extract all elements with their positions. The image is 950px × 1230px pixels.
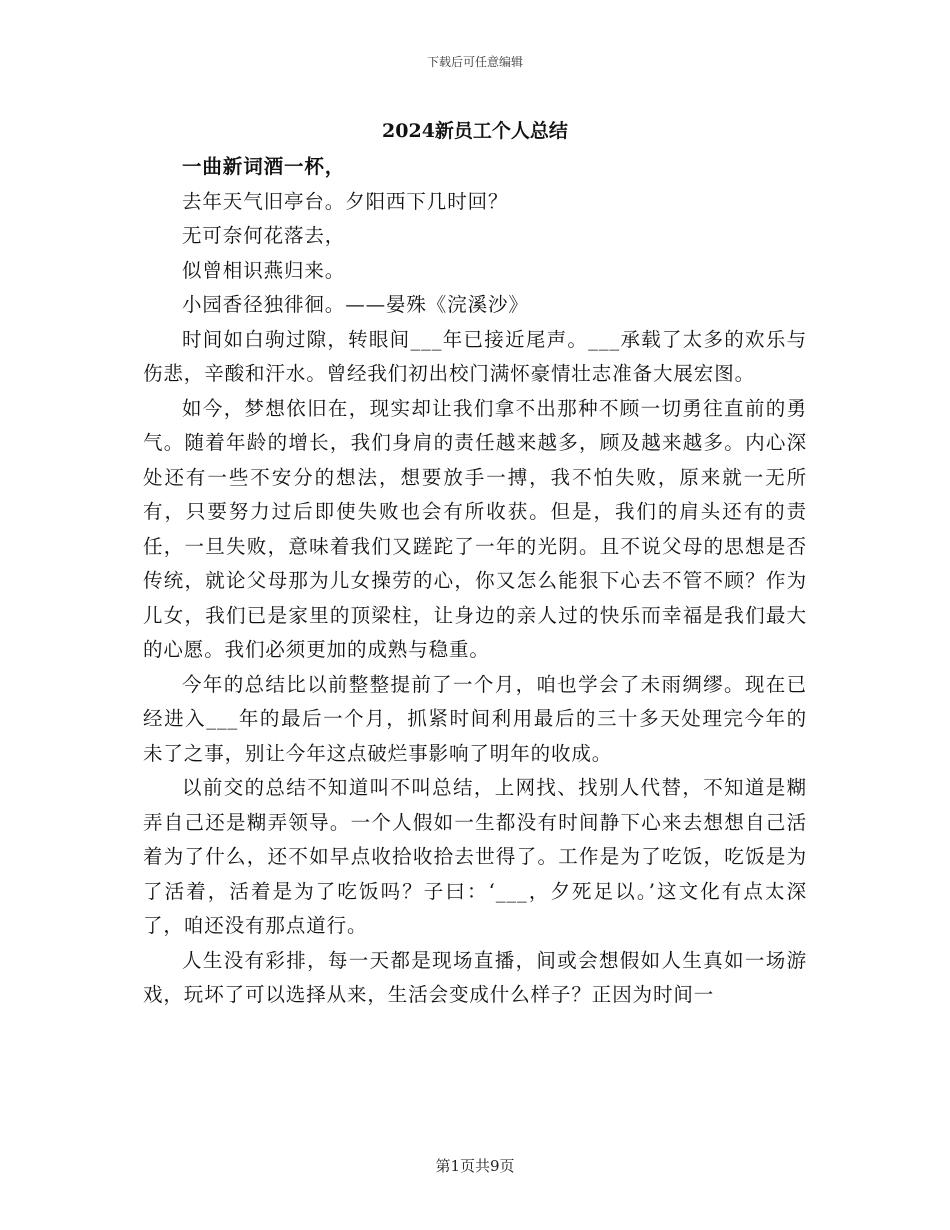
poem-line-3: 无可奈何花落去， bbox=[182, 224, 346, 247]
poem-line-5: 小园香径独徘徊。——晏殊《浣溪沙》 bbox=[182, 293, 529, 316]
poem-line-2: 去年天气旧亭台。夕阳西下几时回？ bbox=[182, 189, 509, 213]
body-paragraph: 今年的总结比以前整整提前了一个月，咱也学会了未雨绸缪。现在已经进入___年的最后一个月，抓紧时间利用最后的三十多天处理完今年的未了之事，别让今年这点破烂事影响了明年的收成。 bbox=[143, 672, 807, 765]
body-paragraph: 以前交的总结不知道叫不叫总结，上网找、找别人代替，不知道是糊弄自己还是糊弄领导。一个人假如一生都没有时间静下心来去想想自己活着为了什么，还不如早点收拾收拾去世得了。工作是为了吃饭，吃饭是为了活着，活着是为了吃饭吗？子曰：‘___，夕死足以。’这文化有点太深了，咱还没有那点道行。 bbox=[143, 776, 807, 937]
page-number-footer: 第1页共9页 bbox=[435, 1157, 515, 1175]
poem-line-1: 一曲新词酒一杯， bbox=[182, 155, 346, 178]
poem-line-4: 似曾相识燕归来。 bbox=[182, 258, 346, 282]
document-title: 2024新员工个人总结 bbox=[382, 120, 568, 142]
body-paragraph: 如今，梦想依旧在，现实却让我们拿不出那种不顾一切勇往直前的勇气。随着年龄的增长，我们身肩的责任越来越多，顾及越来越多。内心深处还有一些不安分的想法，想要放手一搏，我不怕失败，原来就一无所有，只要努力过后即使失败也会有所收获。但是，我们的肩头还有的责任，一旦失败，意味着我们又蹉跎了一年的光阴。且不说父母的思想是否传统，就论父母那为儿女操劳的心，你又怎么能狠下心去不管不顾？作为儿女，我们已是家里的顶梁柱，让身边的亲人过的快乐而幸福是我们最大的心愿。我们必须更加的成熟与稳重。 bbox=[143, 396, 807, 661]
document-body bbox=[143, 150, 807, 1013]
body-paragraph: 时间如白驹过隙，转眼间___年已接近尾声。___承载了太多的欢乐与伤悲，辛酸和汗水。曾经我们初出校门满怀豪情壮志准备大展宏图。 bbox=[143, 327, 807, 385]
body-paragraph: 人生没有彩排，每一天都是现场直播，间或会想假如人生真如一场游戏，玩坏了可以选择从来，生活会变成什么样子？正因为时间一 bbox=[143, 948, 807, 1006]
page-header-note: 下载后可任意编辑 bbox=[426, 55, 523, 69]
